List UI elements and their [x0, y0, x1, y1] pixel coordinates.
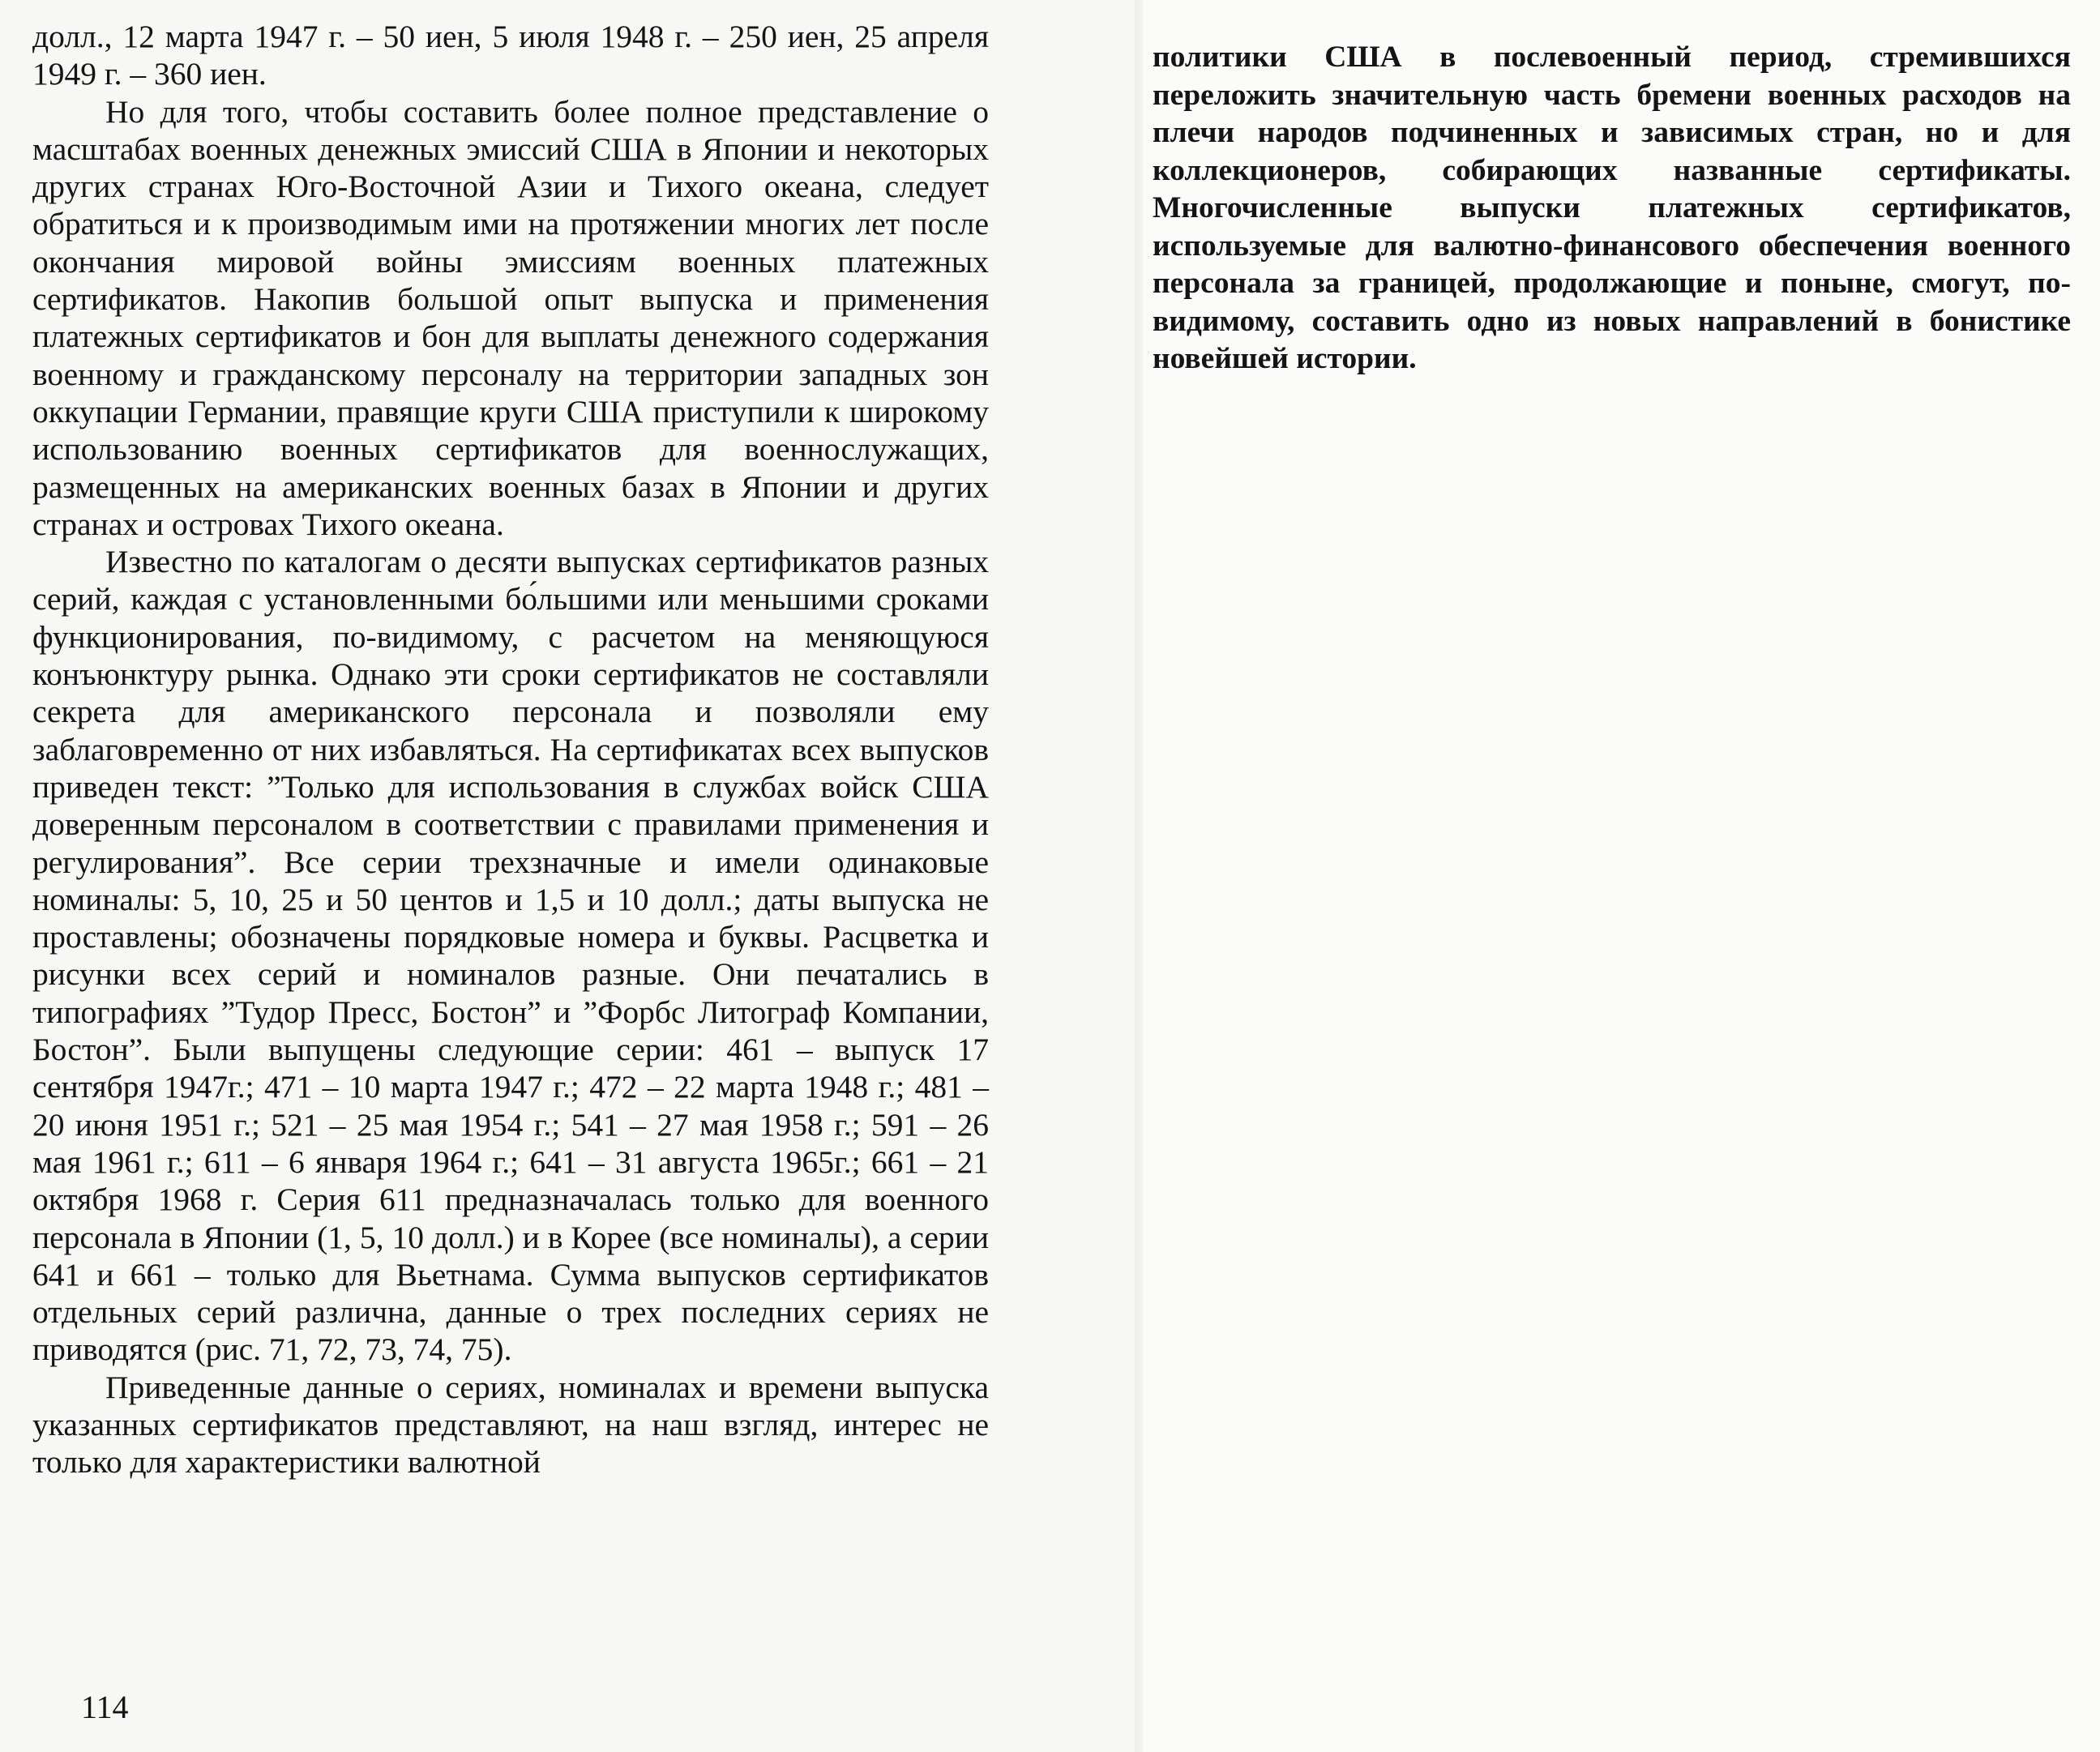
left-page-text-column	[32, 18, 989, 1481]
page-number: 114	[81, 1689, 129, 1725]
book-gutter	[1135, 0, 1143, 1752]
paragraph-data-interest: Приведенные данные о сериях, номиналах и времени выпуска указанных сертификатов представляют, на наш взгляд, интерес не только для характеристики валютной	[32, 1369, 989, 1481]
paragraph-continuation: долл., 12 марта 1947 г. – 50 иен, 5 июля 1948 г. – 250 иен, 25 апреля 1949 г. – 360 иен.	[32, 19, 989, 92]
paragraph-continuation-right: политики США в послевоенный период, стремившихся переложить значительную часть бремени военных расходов на плечи народов подчиненных и зависимых стран, но и для коллекционеров, собирающих названные сертификаты. Многочисленные выпуски платежных сертификатов, используемые для валютно-финансового обеспечения военного персонала за границей, продолжающие и поныне, смогут, по-видимому, составить одно из новых направлений в бонистике новейшей истории.	[1153, 41, 2071, 375]
paragraph-certificate-series: Известно по каталогам о десяти выпусках сертификатов разных серий, каждая с установленными бо́льшими или меньшими сроками функционирования, по-видимому, с расчетом на меняющуюся конъюнктуру рынка. Однако эти сроки сертификатов не составляли секрета для американского персонала и позволяли ему заблаговременно от них избавляться. На сертификатах всех выпусков приведен текст: ”Только для использования в службах войск США доверенным персоналом в соответствии с правилами применения и регулирования”. Все серии трехзначные и имели одинаковые номиналы: 5, 10, 25 и 50 центов и 1,5 и 10 долл.; даты выпуска не проставлены; обозначены порядковые номера и буквы. Расцветка и рисунки всех серий и номиналов разные. Они печатались в типографиях ”Тудор Пресс, Бостон” и ”Форбс Литограф Компании, Бостон”. Были выпущены следующие серии: 461 – выпуск 17 сентября 1947г.; 471 – 10 марта 1947 г.; 472 – 22 марта 1948 г.; 481 – 20 июня 1951 г.; 521 – 25 мая 1954 г.; 541 – 27 мая 1958 г.; 591 – 26 мая 1961 г.; 611 – 6 января 1964 г.; 641 – 31 августа 1965г.; 661 – 21 октября 1968 г. Серия 611 предназначалась только для военного персонала в Японии (1, 5, 10 долл.) и в Корее (все номиналы), а серии 641 и 661 – только для Вьетнама. Сумма выпусков сертификатов отдельных серий различна, данные о трех последних сериях не приводятся (рис. 71, 72, 73, 74, 75).	[32, 544, 989, 1368]
right-page-text-column	[1153, 39, 2071, 378]
paragraph-military-emissions: Но для того, чтобы составить более полное представление о масштабах военных денежных эмиссий США в Японии и некоторых других странах Юго-Восточной Азии и Тихого океана, следует обратиться и к производимым ими на протяжении многих лет после окончания мировой войны эмиссиям военных платежных сертификатов. Накопив большой опыт выпуска и применения платежных сертификатов и бон для выплаты денежного содержания военному и гражданскому персоналу на территории западных зон оккупации Германии, правящие круги США приступили к широкому использованию военных сертификатов для военнослужащих, размещенных на американских военных базах в Японии и других странах и островах Тихого океана.	[32, 93, 989, 542]
